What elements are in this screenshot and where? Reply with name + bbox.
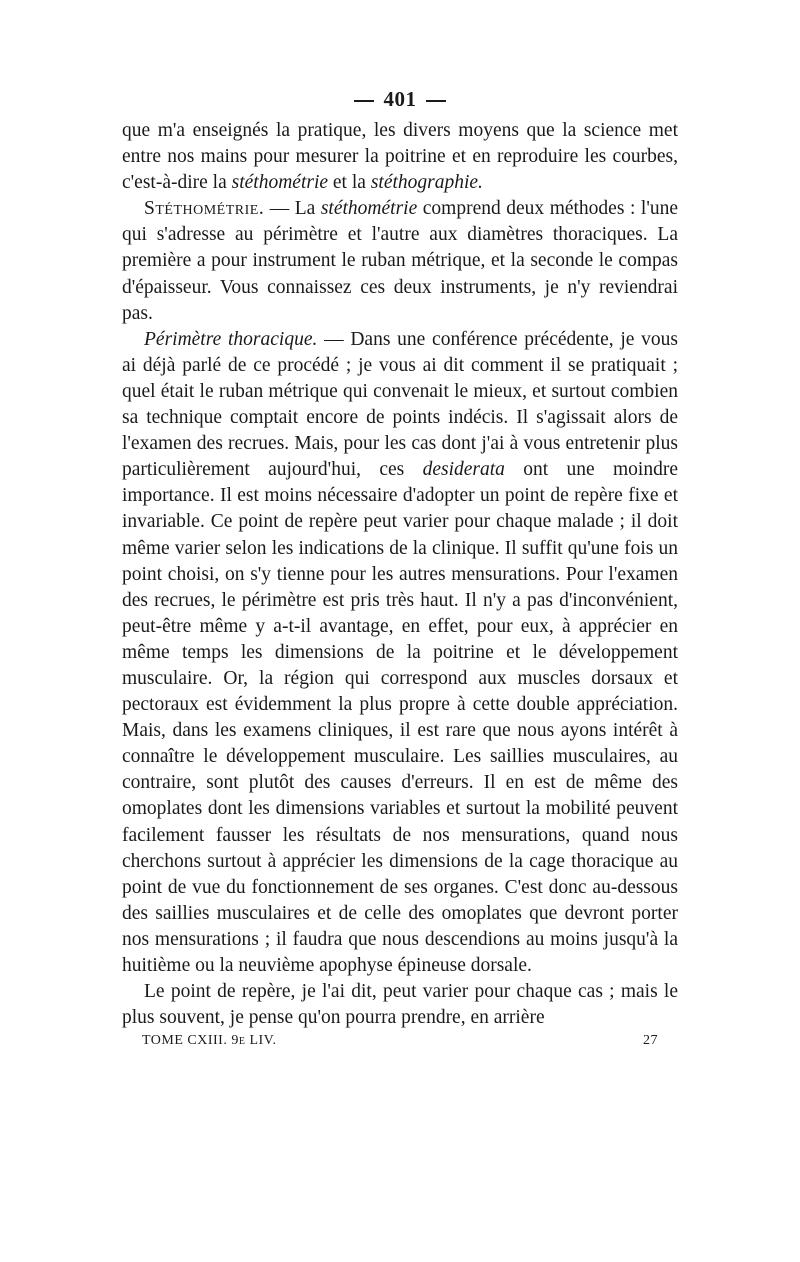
dash-left bbox=[354, 100, 374, 102]
paragraph-stethometrie bbox=[122, 196, 678, 326]
paragraph-2-a: — La bbox=[264, 198, 321, 220]
paragraph-4-text: Le point de repère, je l'ai dit, peut varier pour chaque cas ; mais le plus souvent, je pense qu'on pourra prendre, en arrière bbox=[122, 981, 678, 1029]
signature-mark: TOME CXIII. 9e LIV. bbox=[142, 1033, 277, 1049]
paragraph-perimetre bbox=[122, 327, 678, 979]
paragraph-1-mid: et la bbox=[328, 172, 371, 194]
body-text bbox=[122, 118, 678, 1031]
page-number bbox=[122, 84, 678, 114]
paragraph-2-b: comprend deux méthodes : l'une qui s'adresse au périmètre et l'autre aux diamètres thoraciques. La première a pour instrument le ruban métrique, et la seconde le compas d'épaisseur. Vous connaissez ces deux instruments, je n'y reviendrai pas. bbox=[122, 198, 678, 324]
section-heading-perimetre: Périmètre thoracique. bbox=[144, 328, 318, 350]
section-heading-stethometrie: Stéthométrie. bbox=[144, 198, 265, 220]
sheet-number: 27 bbox=[643, 1033, 658, 1049]
term-stethometrie-2: stéthométrie bbox=[320, 198, 418, 220]
page bbox=[122, 84, 678, 1051]
paragraph-1-text: que m'a enseignés la pratique, les divers moyens que la science met entre nos mains pour mesurer la poitrine et en reproduire les courbes, c'est-à-dire la bbox=[122, 120, 678, 194]
dash-right bbox=[426, 100, 446, 102]
paragraph-4 bbox=[122, 979, 678, 1031]
term-desiderata: desiderata bbox=[422, 459, 505, 481]
paragraph-1 bbox=[122, 118, 678, 196]
paragraph-3-b: ont une moindre importance. Il est moins nécessaire d'adopter un point de repère fixe et invariable. Ce point de repère peut varier pour chaque malade ; il doit même varier selon les indications de la clinique. Il suffit qu'une fois un point choisi, on s'y tienne pour les autres mensurations. Pour l'examen des recrues, le périmètre est pris très haut. Il n'y a pas d'inconvénient, peut-être même y a-t-il avantage, en effet, pour eux, à apprécier en même temps les dimensions de la poitrine et le développement musculaire. Or, la région qui correspond aux muscles dorsaux et pectoraux est évidemment la plus propre à cette double appréciation. Mais, dans les examens cliniques, il est rare que nous ayons intérêt à connaître le développement musculaire. Les saillies musculaires, au contraire, sont plutôt des causes d'erreurs. Il en est de même des omoplates dont les dimensions variables et surtout la mobilité peuvent facilement fausser les résultats de nos mensurations, quand nous cherchons surtout à apprécier les dimensions de la cage thoracique au point de vue du fonctionnement de ses organes. C'est donc au-dessous des saillies musculaires et de celle des omoplates que devront porter nos mensurations ; il faudra que nous descendions au moins jusqu'à la huitième ou la neuvième apophyse épineuse dorsale. bbox=[122, 459, 678, 976]
paragraph-3-a: — Dans une conférence précédente, je vous ai déjà parlé de ce procédé ; je vous ai dit comment il se pratiquait ; quel était le ruban métrique qui convenait le mieux, et surtout combien sa technique comptait encore de points indécis. Il s'agissait alors de l'examen des recrues. Mais, pour les cas dont j'ai à vous entretenir plus particulièrement aujourd'hui, ces bbox=[122, 328, 679, 481]
page-footer bbox=[122, 1031, 678, 1051]
term-stethometrie: stéthométrie bbox=[231, 172, 329, 194]
page-number-value: 401 bbox=[383, 87, 417, 111]
term-stethographie: stéthographie. bbox=[370, 172, 483, 194]
